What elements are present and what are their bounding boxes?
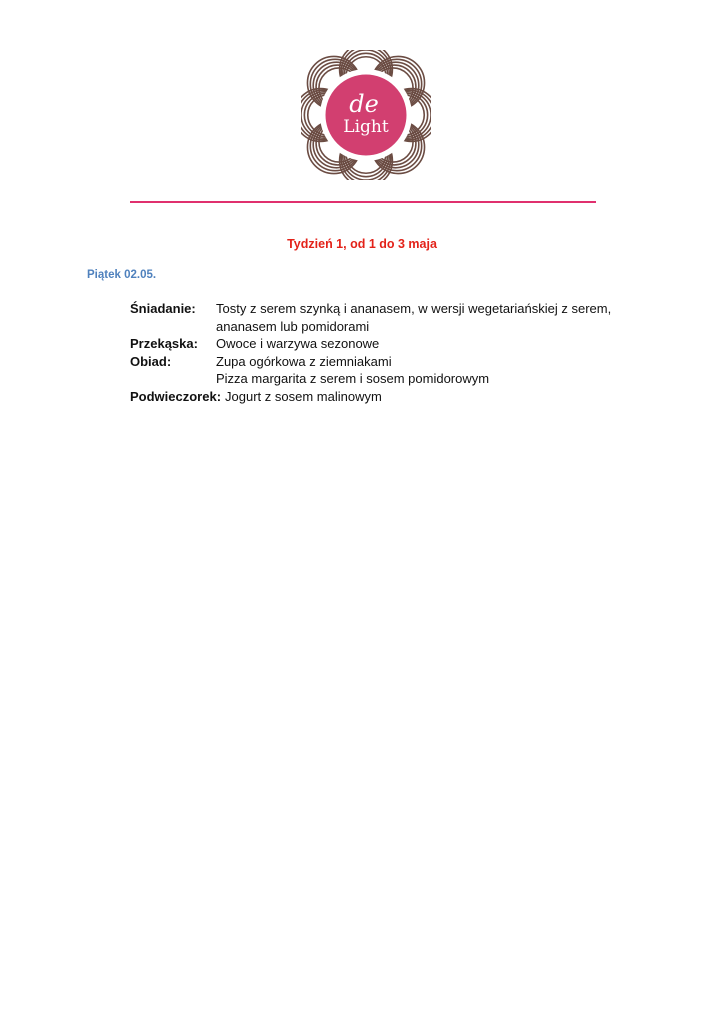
logo-text-bottom: Light <box>343 117 389 137</box>
meal-line: Zupa ogórkowa z ziemniakami <box>216 353 392 369</box>
meal-line: Owoce i warzywa sezonowe <box>216 336 380 352</box>
meal-description <box>225 388 630 406</box>
meal-row-lunch <box>130 353 630 388</box>
section-divider <box>130 201 596 203</box>
delight-logo-graphic <box>301 50 431 180</box>
meal-description <box>216 335 630 353</box>
delight-logo <box>301 50 431 180</box>
meal-line: Tosty z serem szynką i ananasem, w wersji wegetariańskiej z serem, <box>216 301 612 316</box>
meal-label: Przekąska: <box>130 336 198 352</box>
week-title: Tydzień 1, od 1 do 3 maja <box>287 237 437 251</box>
meal-row-snack <box>130 335 630 353</box>
meal-row-afternoon-snack <box>130 388 630 406</box>
meal-description <box>216 300 630 335</box>
meal-line: ananasem lub pomidorami <box>216 318 370 334</box>
meal-label: Śniadanie: <box>130 301 196 316</box>
meal-row-breakfast <box>130 300 630 335</box>
meal-list <box>130 300 630 406</box>
meal-line: Pizza margarita z serem i sosem pomidorowym <box>216 371 490 387</box>
meal-label: Podwieczorek: <box>130 388 222 404</box>
day-title: Piątek 02.05. <box>87 269 157 281</box>
logo-text-top: de <box>349 90 379 118</box>
meal-line: Jogurt z sosem malinowym <box>225 388 382 404</box>
meal-label: Obiad: <box>130 353 172 369</box>
meal-description <box>216 353 630 388</box>
